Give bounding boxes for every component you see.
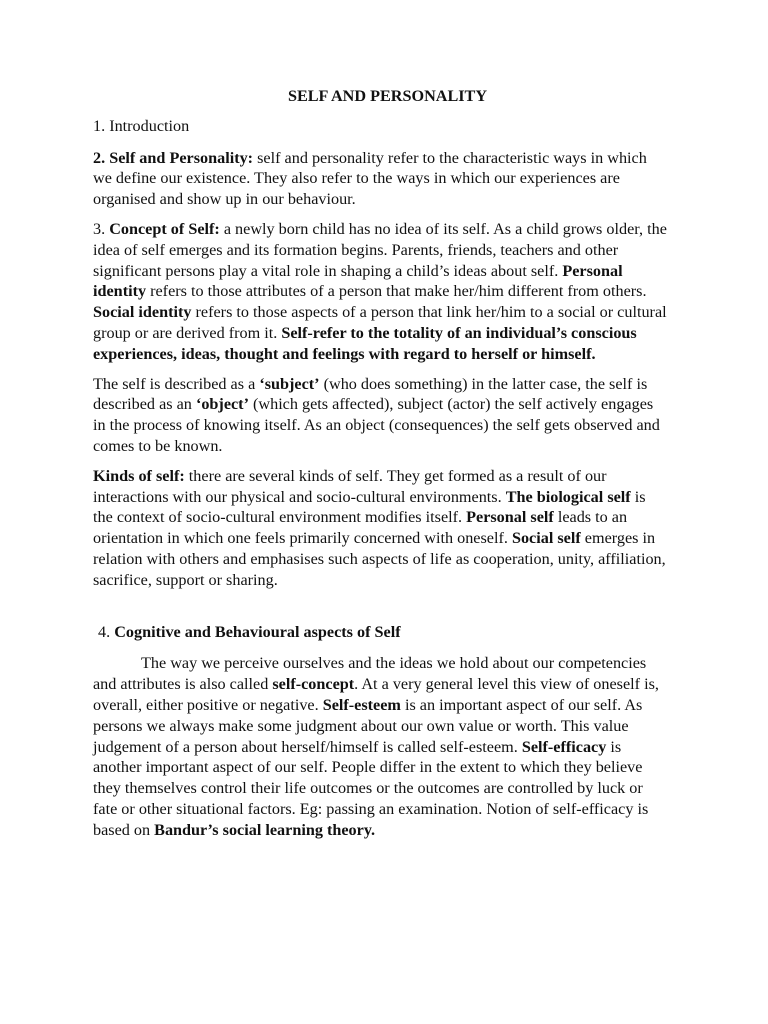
kinds-text-3: leads to an orientation in which one feels primarily concerned with oneself. [93, 508, 628, 548]
object-term: ‘object’ [195, 395, 249, 414]
section-4-heading: Cognitive and Behavioural aspects of Self [114, 622, 401, 641]
subject-text-3: (which gets affected), subject (actor) the self actively engages in the process of knowing itself. As an object (consequences) the self gets observed and comes to be known. [93, 395, 660, 455]
self-definition: Self-refer to the totality of an individual’s conscious experiences, ideas, thought and feelings with regard to herself or himself. [93, 323, 637, 363]
section-4-heading-line [93, 622, 668, 643]
bandura-theory-term: Bandur’s social learning theory. [154, 820, 376, 839]
section-3-heading: Concept of Self: [109, 219, 220, 238]
section-3-text-1: a newly born child has no idea of its self. As a child grows older, the idea of self emerges and its formation begins. Parents, friends, teachers and other significant persons play a vital role in shaping a child’s ideas about self. [93, 219, 667, 280]
kinds-of-self-paragraph [93, 466, 668, 591]
kinds-text-4: emerges in relation with others and emphasises such aspects of life as cooperation, unity, affiliation, sacrifice, support or sharing. [93, 529, 666, 589]
subject-text-2: (who does something) in the latter case, the self is described as an [93, 374, 648, 414]
self-efficacy-term: Self-efficacy [521, 737, 607, 756]
section-3-number: 3. [93, 219, 110, 238]
section-4-number: 4. [98, 622, 115, 641]
section-4-text-2: . At a very general level this view of oneself is, overall, either positive or negative. [93, 675, 659, 714]
social-identity-term: Social identity [93, 303, 192, 322]
kinds-text-1: there are several kinds of self. They get formed as a result of our interactions with our physical and socio-cultural environments. [93, 466, 607, 506]
section-4-text-1: The way we perceive ourselves and the ideas we hold about our competencies and attributes is also called [93, 654, 647, 694]
document-title: SELF AND PERSONALITY [287, 87, 488, 105]
section-3-paragraph [93, 219, 668, 365]
social-self-term: Social self [511, 529, 581, 548]
section-2-heading: 2. Self and Personality: [93, 148, 254, 167]
section-4-paragraph [93, 653, 668, 840]
kinds-text-2: is the context of socio-cultural environment modifies itself. [93, 487, 646, 527]
biological-self-term: The biological self [505, 487, 631, 506]
personal-identity-term: Personal identity [93, 261, 623, 301]
personal-self-term: Personal self [466, 508, 554, 527]
section-2-text: self and personality refer to the characteristic ways in which we define our existence. They also refer to the ways in which our experiences are organised and show up in our behaviour. [93, 148, 647, 209]
section-spacer [93, 600, 668, 622]
section-1-heading: 1. Introduction [93, 116, 190, 135]
self-concept-term: self-concept [272, 675, 355, 694]
self-esteem-term: Self-esteem [322, 695, 401, 714]
section-3-text-2: refers to those attributes of a person that make her/him different from others. [146, 282, 647, 301]
subject-term: ‘subject’ [259, 374, 320, 393]
section-4-text-4: is another important aspect of our self. People differ in the extent to which they believe they themselves control their life outcomes or the outcomes are controlled by luck or fate or other situational factors. Eg: passing an examination. Notion of self-efficacy is based on [93, 737, 649, 839]
section-4-text-3: is an important aspect of our self. As persons we always make some judgment about our own value or worth. This value judgement of a person about herself/himself is called self-esteem. [93, 695, 643, 756]
kinds-of-self-heading: Kinds of self: [93, 466, 185, 485]
section-3-text-3: refers to those aspects of a person that link her/him to a social or cultural group or are derived from it. [93, 303, 667, 342]
subject-text-1: The self is described as a [93, 374, 260, 393]
section-2-paragraph [93, 148, 668, 210]
subject-object-paragraph [93, 374, 668, 457]
